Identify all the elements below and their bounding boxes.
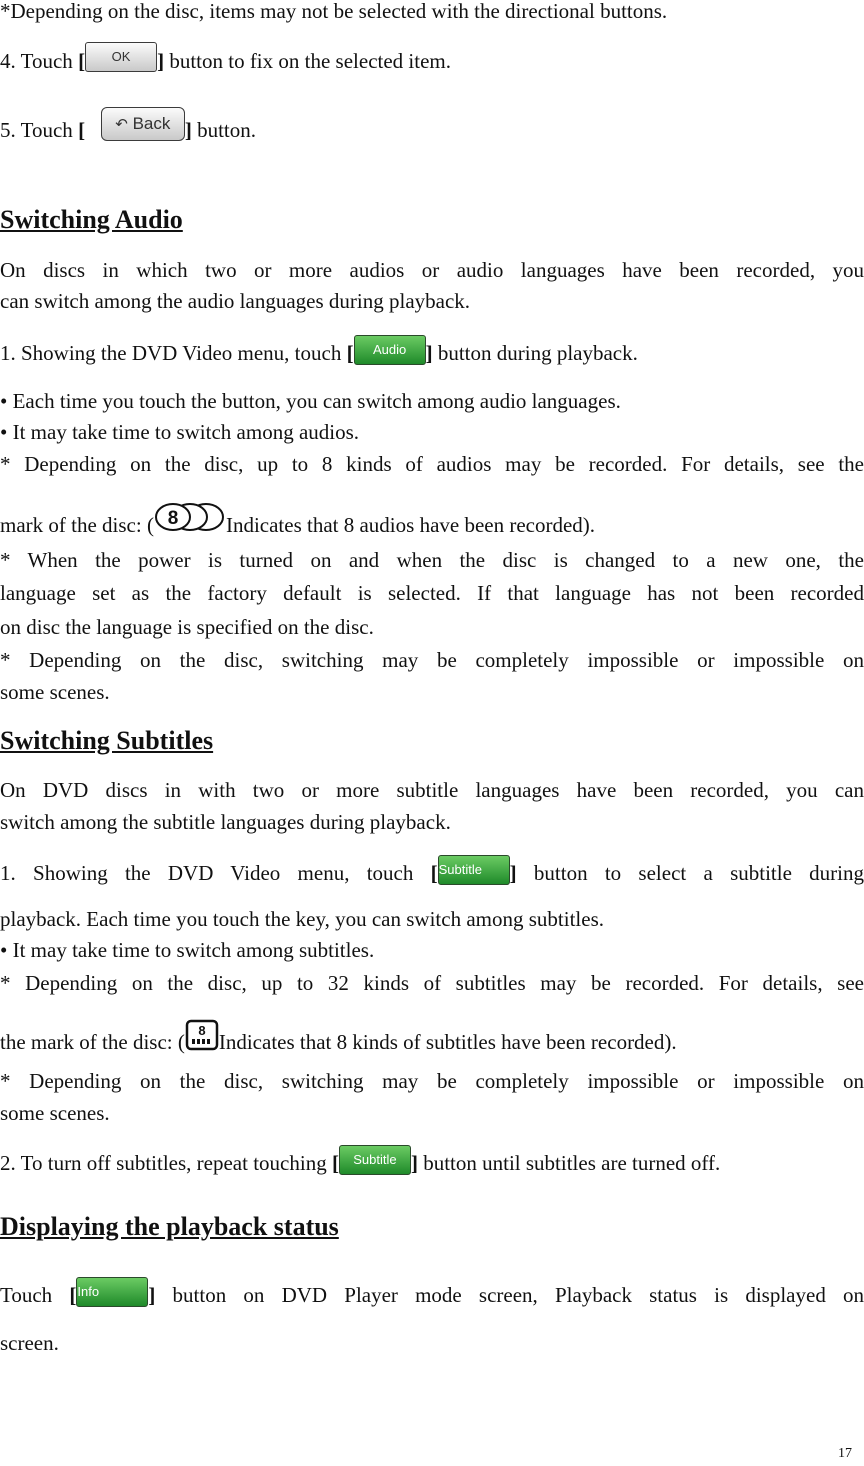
audio-bullet2: • It may take time to switch among audios. [0, 420, 360, 444]
audio-step1-prefix: 1. Showing the DVD Video menu, touch [0, 341, 347, 365]
subtitle-step2-prefix: 2. To turn off subtitles, repeat touching [0, 1151, 332, 1175]
subtitle-step2-line: 2. To turn off subtitles, repeat touching [ Subtitle ] button until subtitles are turned off. [0, 1150, 864, 1180]
subtitle-note2-line1: * Depending on the disc, switching may be completely impossible or impossible on [0, 1069, 864, 1093]
step5-suffix: button. [191, 117, 256, 142]
step4-prefix: 4. Touch [0, 49, 79, 73]
subtitle-para1-line2: switch among the subtitle languages during playback. [0, 810, 451, 834]
subtitle-step2-suffix: button until subtitles are turned off. [417, 1151, 721, 1175]
multi-audio-disc-icon [154, 500, 226, 536]
subtitle-step1-line2: playback. Each time you touch the key, you can switch among subtitles. [0, 907, 604, 931]
audio-para1-line1: On discs in which two or more audios or audio languages have been recorded, you [0, 258, 864, 282]
audio-note3-line1: * Depending on the disc, switching may be completely impossible or impossible on [0, 648, 864, 672]
audio-note2-line1: * When the power is turned on and when the disc is changed to a new one, the [0, 548, 864, 572]
subtitle-para1-line1: On DVD discs in with two or more subtitle languages have been recorded, you can [0, 778, 864, 802]
subtitle-note2-line2: some scenes. [0, 1101, 110, 1125]
page-number: 17 [838, 1446, 852, 1461]
status-para-prefix: Touch [0, 1283, 70, 1307]
note-directional: *Depending on the disc, items may not be selected with the directional buttons. [0, 0, 668, 23]
subtitle-note1-line2 [0, 1023, 864, 1061]
subtitle-bullet1: • It may take time to switch among subtitles. [0, 938, 375, 962]
status-para-suffix: button on DVD Player mode screen, Playback status is displayed on [155, 1283, 864, 1307]
back-button-image [101, 107, 185, 141]
step4-suffix: button to fix on the selected item. [164, 49, 451, 73]
status-para-line1: Touch [Info ] button on DVD Player mode screen, Playback status is displayed on [0, 1282, 864, 1312]
audio-step1-suffix: button during playback. [432, 341, 638, 365]
audio-note1-prefix: mark of the disc: ( [0, 512, 154, 537]
subtitle-step1-line1: 1. Showing the DVD Video menu, touch [Subtitle ] button to select a subtitle during [0, 860, 864, 890]
subtitle-button-image: Subtitle [438, 855, 510, 885]
info-button-image: Info [76, 1277, 148, 1307]
step5-prefix: 5. Touch [0, 117, 79, 142]
subtitle-note1-prefix: the mark of the disc: ( [0, 1029, 185, 1054]
audio-bullet1: • Each time you touch the button, you can switch among audio languages. [0, 389, 621, 413]
ok-button-image: OK [85, 42, 157, 72]
disc-icon-number: 8 [167, 508, 179, 529]
subtitle-step1-suffix: button to select a subtitle during [516, 861, 864, 885]
step5-line: 5. Touch [ ↶ Back ] button. [0, 115, 864, 149]
back-arrow-icon: ↶ [115, 116, 128, 133]
audio-para1-line2: can switch among the audio languages during playback. [0, 289, 471, 313]
audio-note1-line2 [0, 509, 864, 545]
subtitle-step1-prefix: 1. Showing the DVD Video menu, touch [0, 861, 431, 885]
audio-button-image: Audio [354, 335, 426, 365]
step4-line: 4. Touch [ OK ] button to fix on the selected item. [0, 48, 864, 78]
multi-subtitle-icon [185, 1018, 219, 1052]
subtitle-note1-line1: * Depending on the disc, up to 32 kinds of subtitles may be recorded. For details, see [0, 971, 864, 995]
switching-audio-heading: Switching Audio [0, 205, 183, 234]
audio-step1-line: 1. Showing the DVD Video menu, touch [ Audio ] button during playback. [0, 340, 864, 370]
switching-subtitles-heading: Switching Subtitles [0, 726, 214, 755]
audio-note3-line2: some scenes. [0, 680, 110, 704]
subtitle-off-button-image: Subtitle [339, 1145, 411, 1175]
audio-note1-line1: * Depending on the disc, up to 8 kinds of audios may be recorded. For details, see the [0, 452, 864, 476]
subtitle-icon-number: 8 [198, 1023, 206, 1038]
back-button-label: Back [132, 114, 171, 133]
playback-status-heading: Displaying the playback status [0, 1212, 339, 1241]
audio-note1-suffix: Indicates that 8 audios have been recorded). [225, 512, 596, 537]
audio-note2-line3: on disc the language is specified on the disc. [0, 615, 374, 639]
audio-note2-line2: language set as the factory default is selected. If that language has not been recorded [0, 581, 864, 605]
status-para-line2: screen. [0, 1331, 59, 1355]
subtitle-note1-suffix: Indicates that 8 kinds of subtitles have been recorded). [218, 1029, 677, 1054]
